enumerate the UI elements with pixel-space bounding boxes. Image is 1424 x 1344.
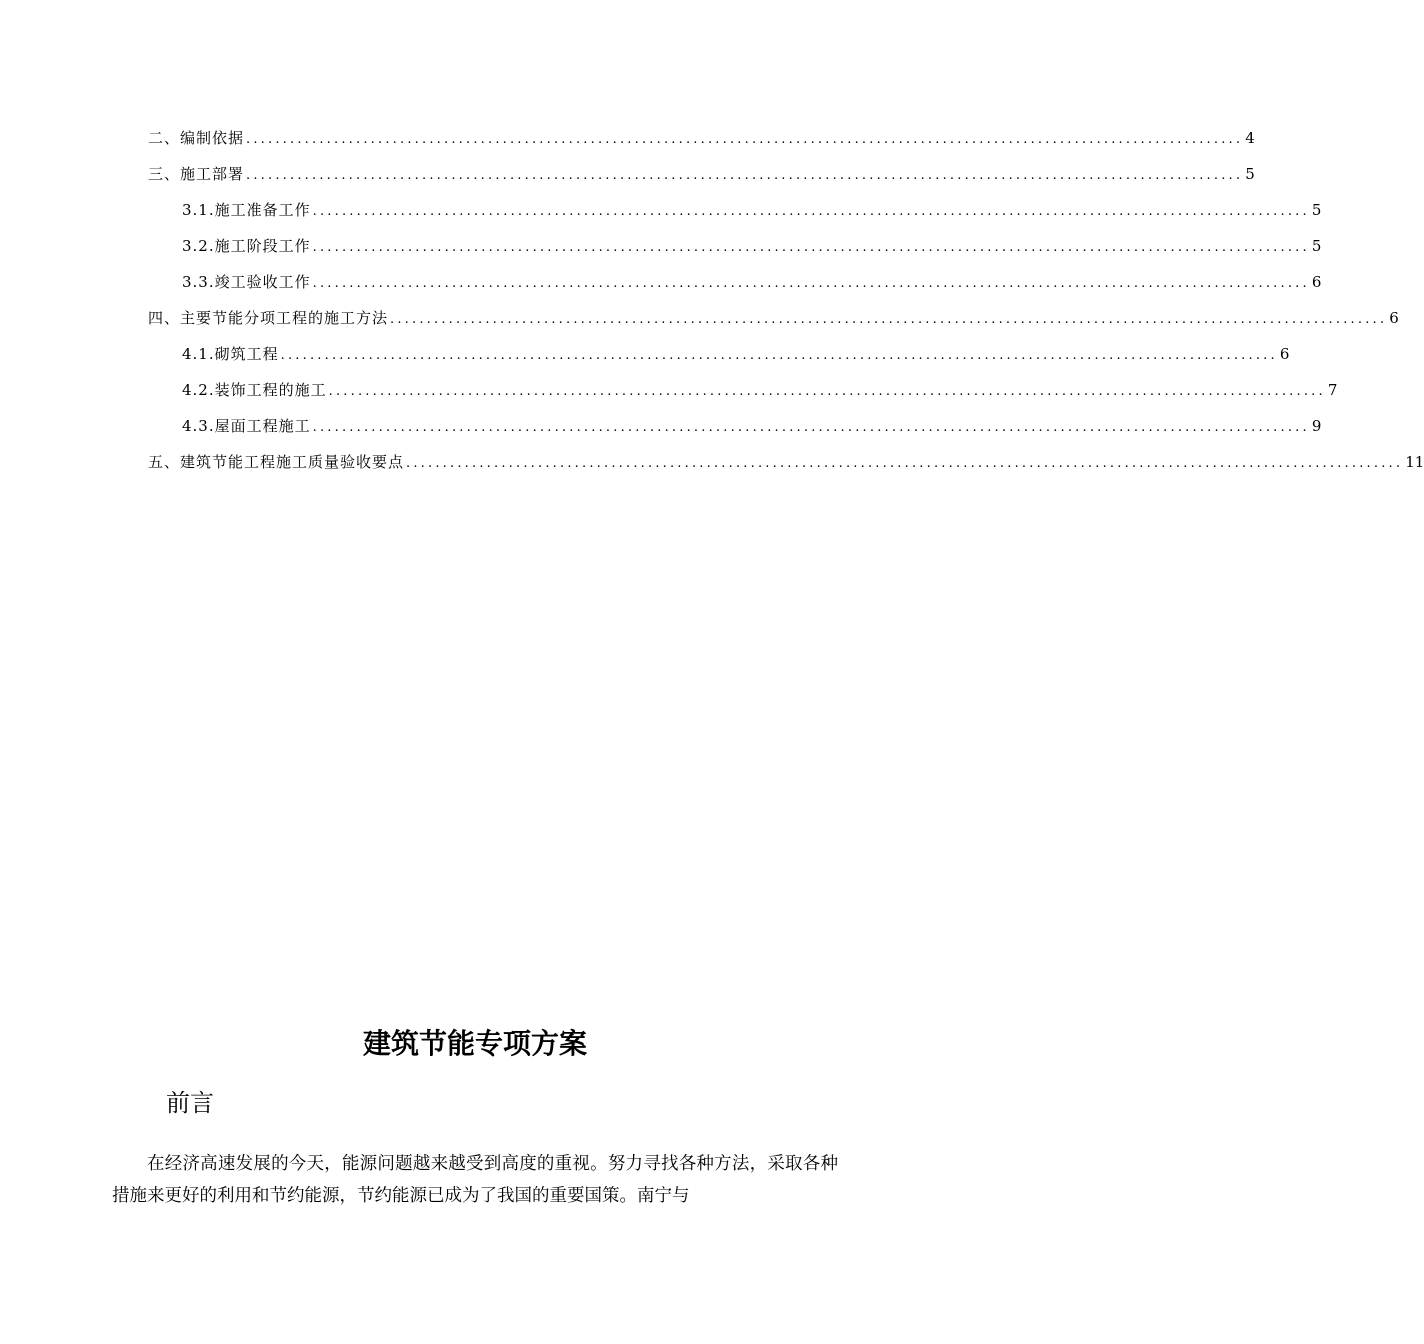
toc-page-number: 6 — [1389, 309, 1399, 327]
toc-dot-leader: ........................................................................................................................................ — [312, 240, 1310, 255]
toc-entry[interactable] — [182, 200, 1322, 220]
toc-entry[interactable] — [182, 380, 1338, 400]
toc-dot-leader: ........................................................................................................................................ — [246, 132, 1244, 147]
toc-entry-label: 4.2.装饰工程的施工 — [182, 381, 327, 399]
toc-entry-label: 4.1.砌筑工程 — [182, 345, 279, 363]
toc-page-number: 4 — [1245, 129, 1255, 147]
toc-entry-label: 4.3.屋面工程施工 — [182, 417, 311, 435]
toc-entry[interactable] — [182, 416, 1322, 436]
toc-entry[interactable] — [148, 164, 1255, 184]
toc-page-number: 5 — [1311, 237, 1322, 255]
toc-dot-leader: ........................................................................................................................................ — [280, 348, 1278, 363]
toc-dot-leader: ........................................................................................................................................ — [328, 384, 1326, 399]
toc-page-number: 6 — [1279, 345, 1290, 363]
document-title: 建筑节能专项方案 — [362, 1027, 587, 1060]
toc-entry-label: 四、主要节能分项工程的施工方法 — [148, 309, 389, 327]
toc-entry[interactable] — [148, 308, 1399, 328]
toc-page-number: 7 — [1327, 381, 1338, 399]
toc-entry-label: 五、建筑节能工程施工质量验收要点 — [148, 453, 405, 471]
section-heading: 前言 — [166, 1089, 214, 1117]
toc-page-number: 5 — [1245, 165, 1255, 183]
toc-entry-label: 3.3.竣工验收工作 — [182, 273, 311, 291]
toc-entry[interactable] — [182, 344, 1290, 364]
toc-entry[interactable] — [182, 236, 1322, 256]
toc-dot-leader: ........................................................................................................................................ — [312, 204, 1310, 219]
toc-dot-leader: ........................................................................................................................................ — [406, 456, 1404, 471]
toc-page-number: 11 — [1405, 453, 1424, 471]
toc-entry-label: 二、编制依据 — [148, 129, 245, 147]
toc-dot-leader: ........................................................................................................................................ — [246, 168, 1244, 183]
toc-dot-leader: ........................................................................................................................................ — [312, 420, 1310, 435]
toc-page-number: 5 — [1311, 201, 1322, 219]
toc-entry[interactable] — [148, 128, 1255, 148]
toc-dot-leader: ........................................................................................................................................ — [390, 312, 1388, 327]
toc-entry-label: 3.1.施工准备工作 — [182, 201, 311, 219]
body-paragraph: 在经济高速发展的今天，能源问题越来越受到高度的重视。努力寻找各种方法，采取各种措施来更好的利用和节约能源，节约能源已成为了我国的重要国策。南宁与 — [112, 1154, 838, 1206]
toc-page-number: 6 — [1311, 273, 1322, 291]
toc-entry-label: 三、施工部署 — [148, 165, 245, 183]
toc-dot-leader: ........................................................................................................................................ — [312, 276, 1310, 291]
toc-page-number: 9 — [1311, 417, 1322, 435]
toc-entry[interactable] — [182, 272, 1322, 292]
toc-entry[interactable] — [148, 452, 1424, 472]
toc-entry-label: 3.2.施工阶段工作 — [182, 237, 311, 255]
